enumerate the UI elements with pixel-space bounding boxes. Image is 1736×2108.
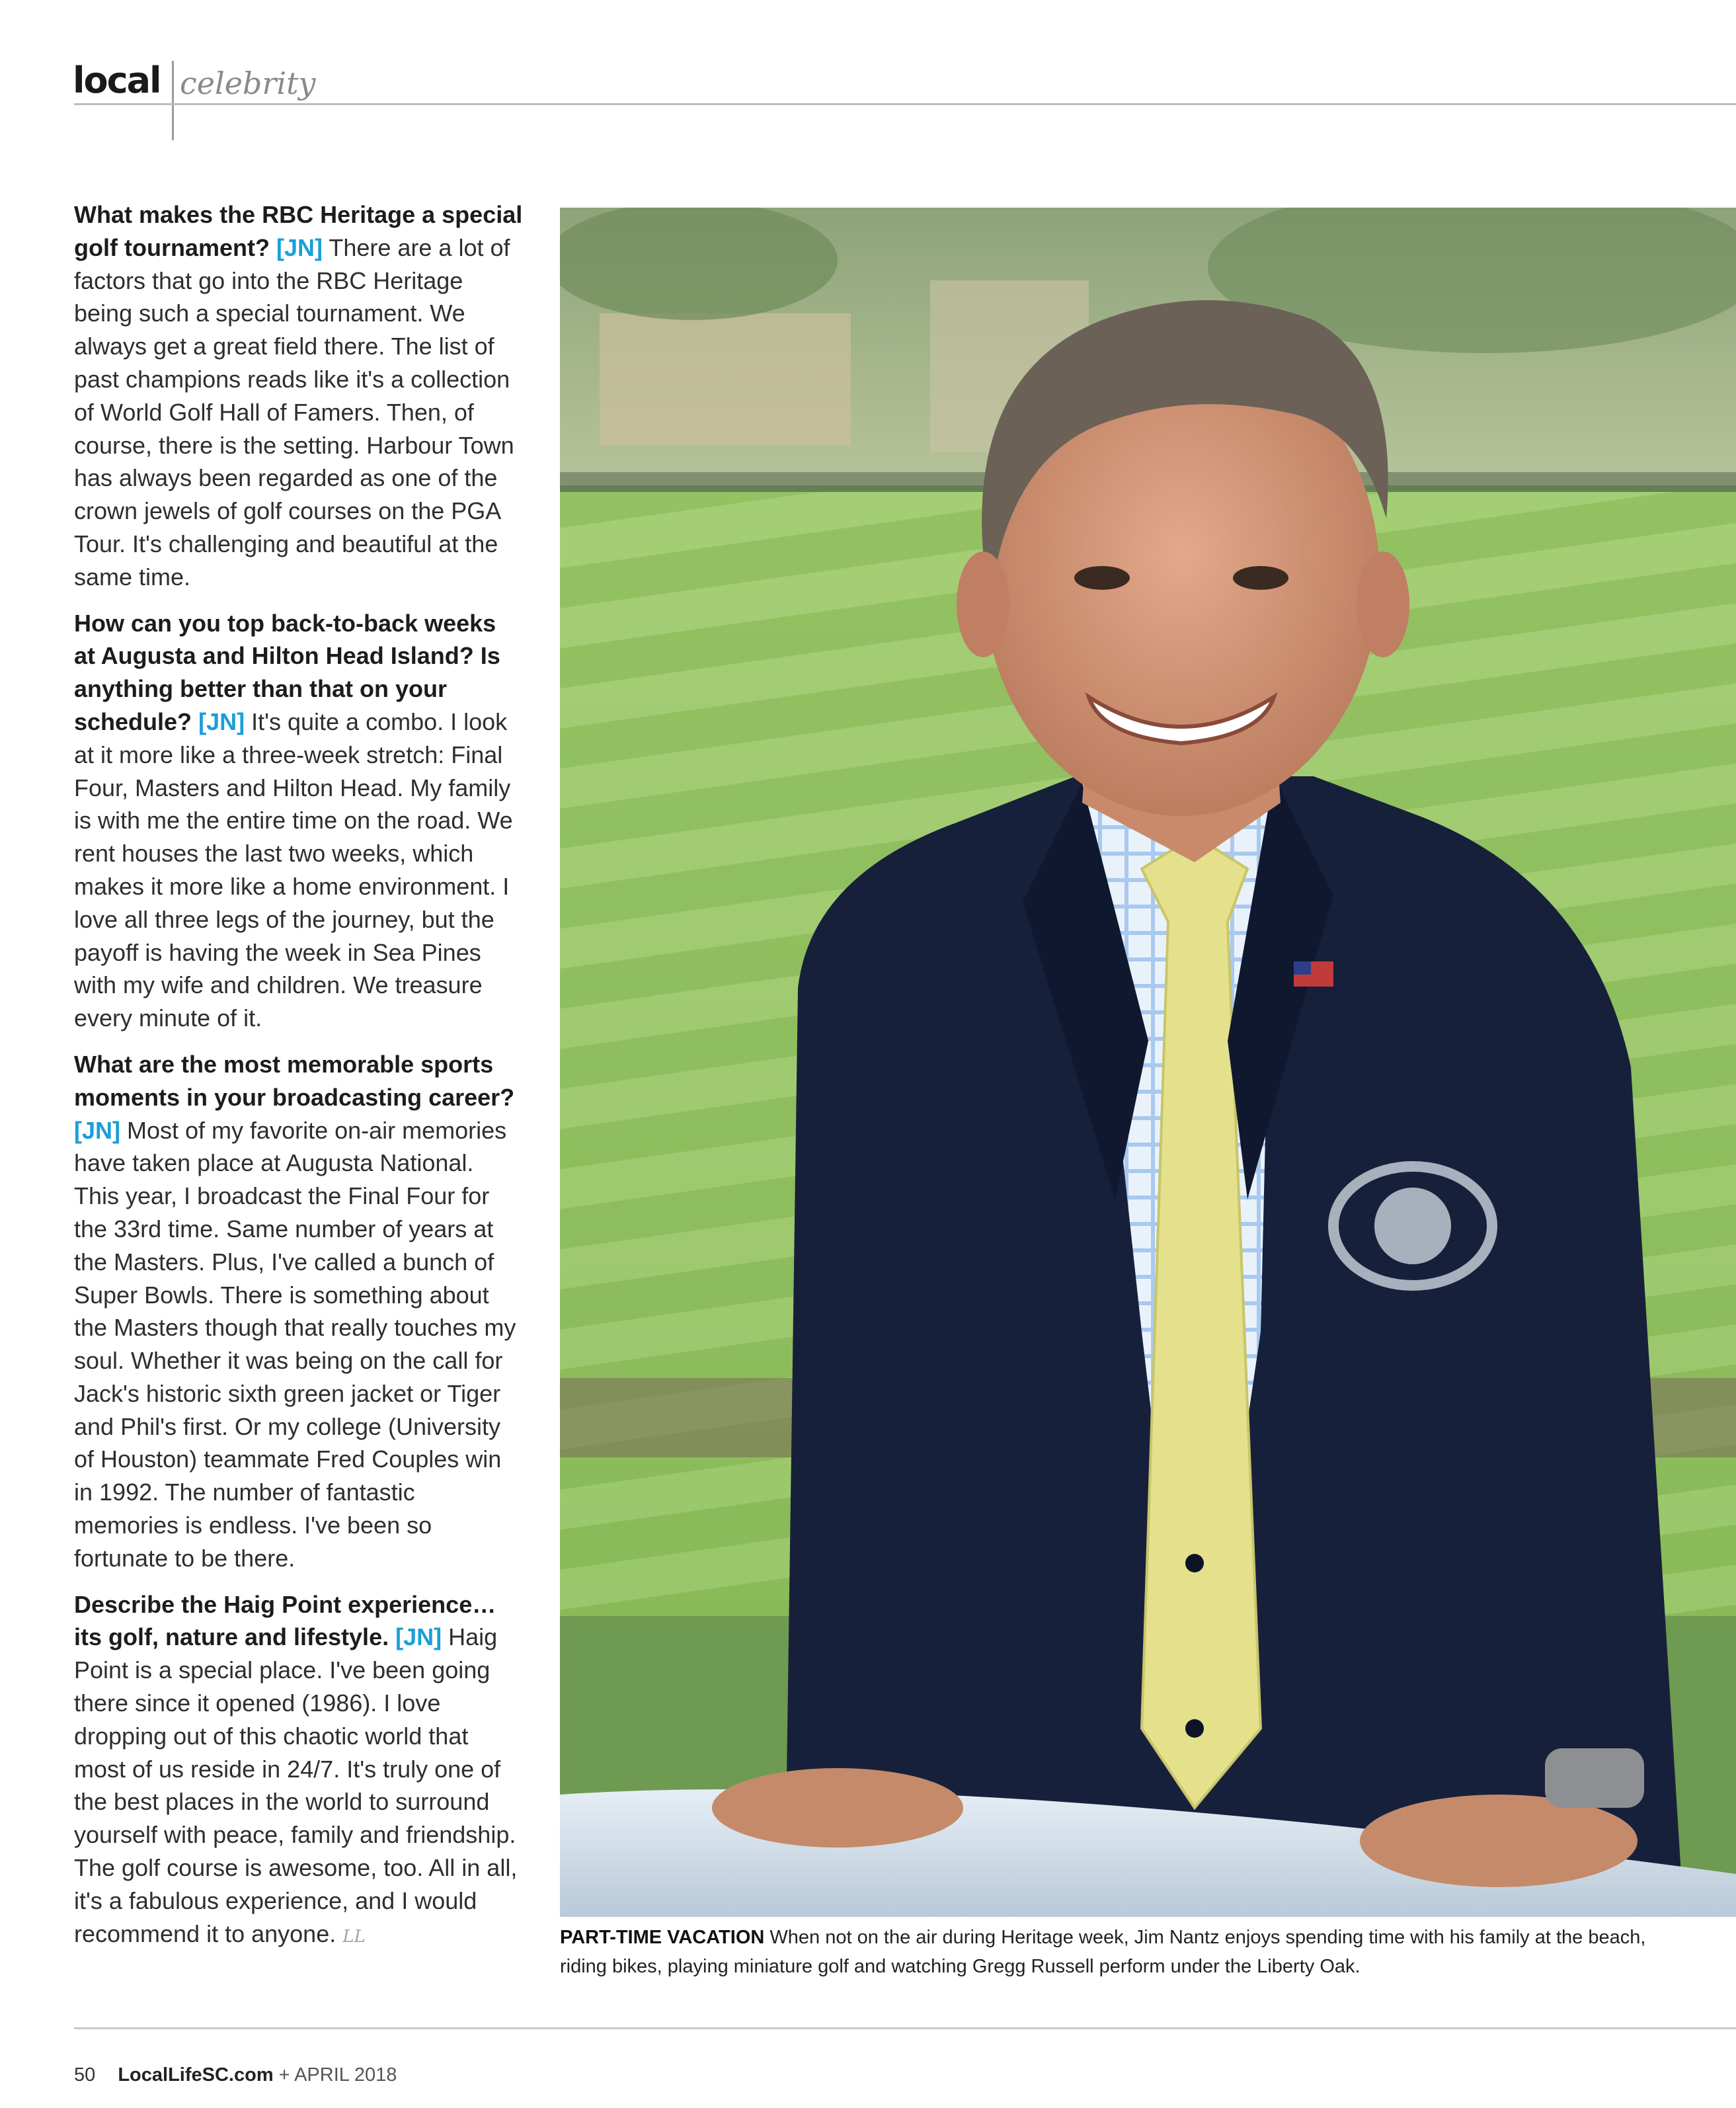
answer: Most of my favorite on-air memories have taken place at Augusta National. This year, I broadcast the Final Four for the 33rd time. Same number of years at the Masters. Plus, I've called a bunch of Super Bowls. There is something about the Masters though that really touches my soul. Whether it was being on the call for Jack's historic sixth green jacket or Tiger and Phil's first. Or my college (University of Houston) teammate Fred Couples win in 1992. The number of fantastic memories is endless. I've been so fortunate to be there. xyxy=(74,1116,516,1572)
subsection-name: celebrity xyxy=(180,65,316,101)
footer-rule xyxy=(74,2027,1736,2029)
page-footer xyxy=(74,2062,397,2088)
qa-block xyxy=(74,198,524,594)
answer: There are a lot of factors that go into the RBC Heritage being such a special tournament. We always get a great field there. The list of past champions reads like it's a collection of World Golf Hall of Famers. Then, of course, there is the setting. Harbour Town has always been regarded as one of the crown jewels of golf courses on the PGA Tour. It's challenging and beautiful at the same time. xyxy=(74,233,514,590)
issue-date: APRIL 2018 xyxy=(294,2064,397,2086)
header-rule xyxy=(74,103,1736,105)
end-mark: LL xyxy=(342,1926,366,1947)
speaker-tag: [JN] xyxy=(276,233,323,261)
interview-column xyxy=(74,198,524,1966)
website: LocalLifeSC.com xyxy=(118,2064,274,2086)
speaker-tag: [JN] xyxy=(198,708,245,735)
qa-block xyxy=(74,607,524,1035)
question: What makes the RBC Heritage a special golf tournament? xyxy=(74,201,523,261)
caption-text: When not on the air during Heritage week, Jim Nantz enjoys spending time with his family at the beach, riding bikes, playing miniature golf and watching Gregg Russell perform under the Liberty Oak. xyxy=(560,1927,1646,1977)
question: What are the most memorable sports moments in your broadcasting career? xyxy=(74,1050,515,1111)
qa-block xyxy=(74,1048,524,1575)
question: How can you top back-to-back weeks at Augusta and Hilton Head Island? Is anything better than that on your schedule? xyxy=(74,609,500,735)
qa-block xyxy=(74,1588,524,1954)
speaker-tag: [JN] xyxy=(74,1116,120,1144)
answer: Haig Point is a special place. I've been going there since it opened (1986). I love dropping out of this chaotic world that most of us reside in 24/7. It's truly one of the best places in the world to surround yourself with peace, family and friendship. The golf course is awesome, too. All in all, it's a fabulous experience, and I would recommend it to anyone. xyxy=(74,1623,518,1947)
caption-title: PART-TIME VACATION xyxy=(560,1927,765,1948)
footer-separator: + xyxy=(278,2064,290,2086)
page-number: 50 xyxy=(74,2064,96,2086)
speaker-tag: [JN] xyxy=(395,1623,442,1651)
portrait-photo xyxy=(560,208,1736,1917)
question: Describe the Haig Point experience… its golf, nature and lifestyle. xyxy=(74,1590,496,1651)
section-name: local xyxy=(73,60,161,101)
answer: It's quite a combo. I look at it more like a three-week stretch: Final Four, Masters and Hilton Head. My family is with me the entire time on the road. We rent houses the last two weeks, which makes it more like a home environment. I love all three legs of the journey, but the payoff is having the week in Sea Pines with my wife and children. We treasure every minute of it. xyxy=(74,708,513,1032)
header-divider xyxy=(172,61,174,140)
photo-caption xyxy=(560,1923,1684,1981)
